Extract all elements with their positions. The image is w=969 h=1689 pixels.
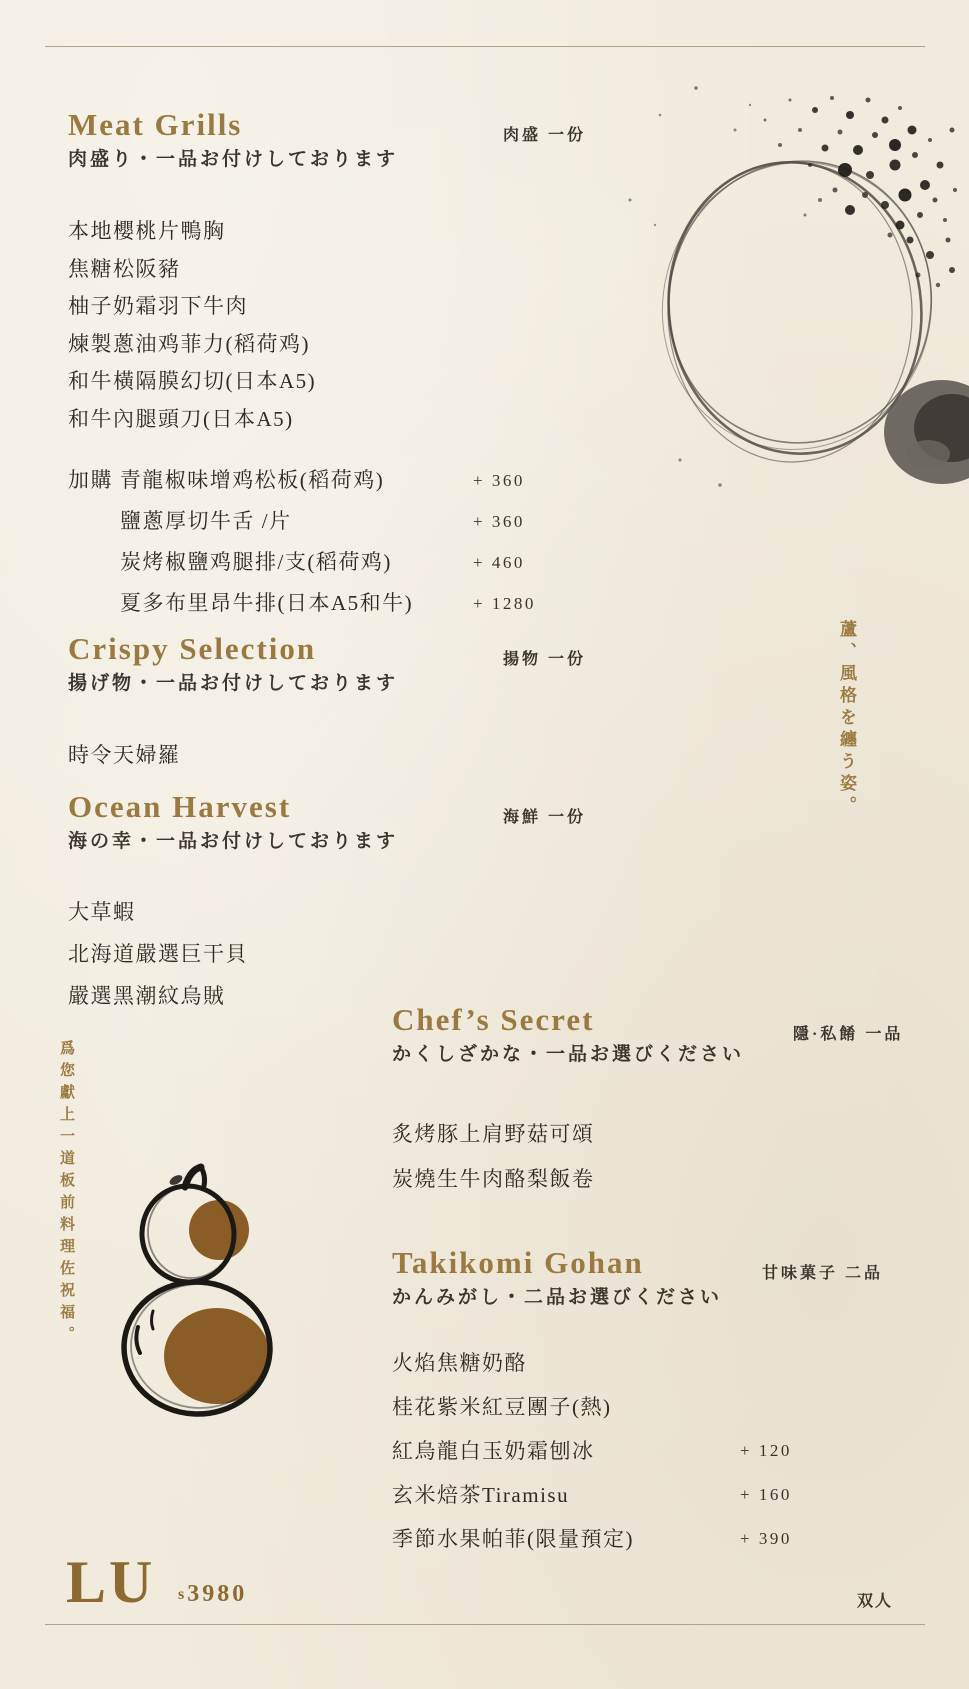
tier-price: [178, 1581, 247, 1608]
item-name: 玄米焙茶Tiramisu: [392, 1483, 570, 1507]
menu-addon-item: [68, 460, 668, 501]
gourd-leaf: [168, 1173, 184, 1187]
menu-addon-item: [68, 542, 668, 583]
item-price: + 360: [473, 512, 525, 531]
vertical-tagline-left: 爲您獻上一道板前料理佐祝福。: [58, 1040, 74, 1348]
menu-item: 桂花紫米紅豆團子(熱): [392, 1395, 612, 1419]
menu-item: 和牛內腿頭刀(日本A5): [68, 406, 294, 431]
menu-item-list: [68, 213, 668, 438]
vertical-tagline-right: 蘆、風格を纏う姿。: [837, 620, 856, 818]
menu-item: [392, 1429, 952, 1473]
gourd-outline: [121, 1167, 274, 1418]
section-title: Meat Grills: [68, 107, 243, 142]
menu-item: 炙烤豚上肩野菇可頌: [392, 1122, 595, 1146]
addon-name: 炭烤椒鹽鸡腿排/支(稻荷鸡): [120, 550, 392, 574]
section-side-label: 隱·私餚 一品: [793, 1026, 904, 1043]
section-meat-grills: [68, 108, 668, 624]
item-price: + 160: [740, 1485, 792, 1504]
menu-addon-item: [68, 583, 668, 624]
section-subtitle: 海の幸・一品お付けしております: [68, 831, 399, 852]
top-divider: [45, 46, 925, 47]
menu-item: [392, 1473, 952, 1517]
gourd-brown-dot-top: [189, 1200, 249, 1260]
section-crispy-selection: [68, 632, 668, 775]
menu-addon-item: [68, 501, 668, 542]
item-price: + 360: [473, 471, 525, 490]
menu-item-list: [68, 735, 668, 775]
menu-item: 嚴選黑潮紋烏賊: [68, 984, 226, 1008]
bottom-divider: [45, 1624, 925, 1625]
item-price: + 390: [740, 1529, 792, 1548]
section-subtitle: 肉盛り・一品お付けしております: [68, 149, 399, 170]
section-side-label: 肉盛 一份: [503, 127, 587, 144]
tier-name: LU: [66, 1549, 156, 1615]
section-title: Takikomi Gohan: [392, 1245, 644, 1280]
addon-name: 夏多布里昂牛排(日本A5和牛): [120, 591, 414, 615]
menu-item: 時令天婦羅: [68, 743, 181, 767]
menu-item: 和牛橫隔膜幻切(日本A5): [68, 369, 317, 393]
addon-item-list: [68, 460, 668, 624]
menu-item: 焦糖松阪豬: [68, 256, 181, 281]
section-side-label: 甘味菓子 二品: [762, 1265, 884, 1282]
addon-name: 鹽蔥厚切牛舌 /片: [120, 509, 292, 533]
menu-item: 火焰焦糖奶酪: [392, 1351, 527, 1375]
section-subtitle: かくしざかな・一品お選びください: [392, 1044, 745, 1065]
menu-item: 大草蝦: [68, 900, 136, 924]
menu-item-list: [392, 1341, 952, 1561]
section-side-label: 海鮮 一份: [503, 809, 587, 826]
ink-splatter: [629, 86, 958, 487]
item-price: + 460: [473, 553, 525, 572]
section-subtitle: 揚げ物・一品お付けしております: [68, 673, 399, 694]
menu-item: [392, 1517, 952, 1561]
section-subtitle: かんみがし・二品お選びください: [392, 1287, 723, 1308]
menu-item: 柚子奶霜羽下牛肉: [68, 294, 248, 318]
ink-blob: [884, 380, 969, 484]
price-amount: 3980: [187, 1581, 248, 1607]
price-prefix: s: [178, 1586, 188, 1603]
menu-item: 北海道嚴選巨干貝: [68, 942, 248, 966]
item-name: 紅烏龍白玉奶霜刨冰: [392, 1439, 595, 1463]
section-title: Chef’s Secret: [392, 1002, 595, 1037]
enso-circle-strokes: [632, 134, 962, 478]
gourd-brown-dot-bottom: [164, 1308, 270, 1404]
section-side-label: 揚物 一份: [503, 651, 587, 668]
section-takikomi-gohan: [392, 1246, 952, 1561]
item-name: 季節水果帕菲(限量預定): [392, 1527, 634, 1551]
section-ocean-harvest: [68, 790, 668, 1017]
item-price: + 1280: [473, 594, 536, 613]
menu-item-list: [68, 891, 668, 1017]
section-title: Ocean Harvest: [68, 789, 292, 824]
section-title: Crispy Selection: [68, 631, 317, 666]
item-price: + 120: [740, 1441, 792, 1460]
addon-name: 加購 青龍椒味增鸡松板(稻荷鸡): [68, 468, 385, 492]
section-chefs-secret: [392, 1003, 952, 1202]
menu-item: 炭燒生牛肉酪梨飯卷: [392, 1167, 595, 1191]
gourd-illustration: [100, 1162, 300, 1422]
menu-item: 煉製蔥油鸡菲力(稻荷鸡): [68, 331, 310, 356]
serving-size-label: 双人: [856, 1593, 893, 1610]
menu-item-list: [392, 1112, 952, 1202]
menu-item: 本地櫻桃片鴨胸: [68, 219, 226, 243]
